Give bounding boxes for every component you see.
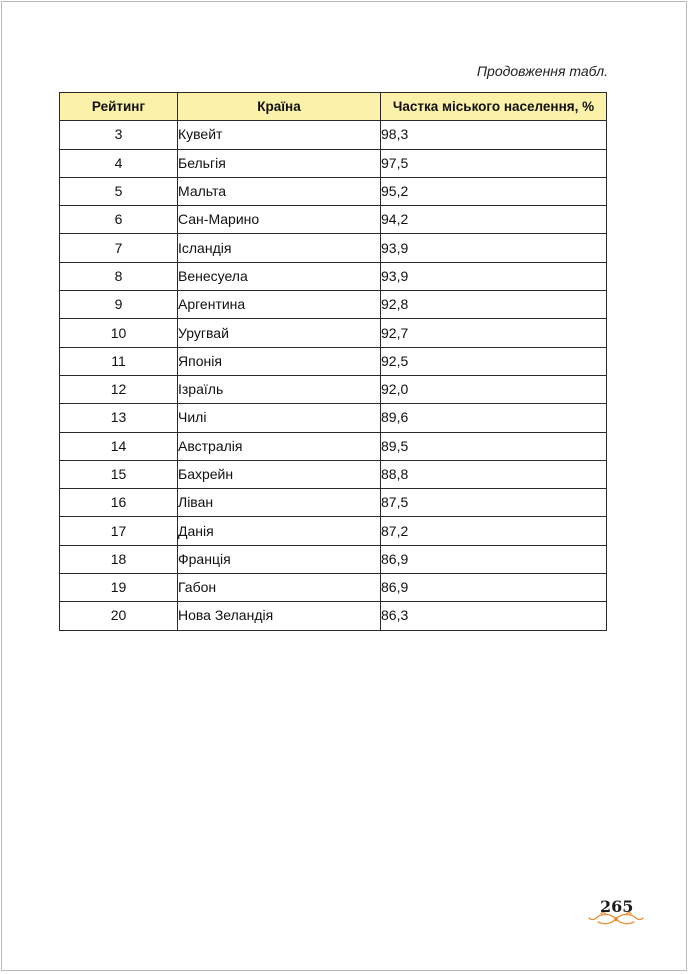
cell-country: Данія: [178, 517, 381, 545]
cell-rank: 11: [60, 347, 178, 375]
cell-rank: 7: [60, 234, 178, 262]
cell-share: 86,3: [381, 602, 607, 630]
cell-rank: 15: [60, 460, 178, 488]
cell-share: 86,9: [381, 545, 607, 573]
table-header-row: [60, 93, 607, 121]
cell-rank: 10: [60, 319, 178, 347]
table-row: [60, 121, 607, 149]
cell-share: 94,2: [381, 206, 607, 234]
table-row: [60, 149, 607, 177]
cell-country: Габон: [178, 574, 381, 602]
cell-country: Чилі: [178, 404, 381, 432]
cell-country: Венесуела: [178, 262, 381, 290]
cell-country: Бельгія: [178, 149, 381, 177]
cell-share: 92,7: [381, 319, 607, 347]
cell-rank: 12: [60, 375, 178, 403]
cell-country: Мальта: [178, 177, 381, 205]
cell-rank: 18: [60, 545, 178, 573]
cell-share: 92,5: [381, 347, 607, 375]
cell-share: 88,8: [381, 460, 607, 488]
cell-share: 92,0: [381, 375, 607, 403]
header-rank: Рейтинг: [60, 93, 178, 121]
cell-share: 93,9: [381, 234, 607, 262]
cell-share: 93,9: [381, 262, 607, 290]
cell-share: 86,9: [381, 574, 607, 602]
cell-share: 95,2: [381, 177, 607, 205]
table-row: [60, 545, 607, 573]
table-row: [60, 319, 607, 347]
urban-population-table: [59, 92, 607, 631]
cell-rank: 17: [60, 517, 178, 545]
cell-share: 87,2: [381, 517, 607, 545]
cell-rank: 16: [60, 489, 178, 517]
header-country: Країна: [178, 93, 381, 121]
cell-share: 89,5: [381, 432, 607, 460]
table-row: [60, 432, 607, 460]
cell-rank: 3: [60, 121, 178, 149]
cell-country: Японія: [178, 347, 381, 375]
table-row: [60, 460, 607, 488]
table-row: [60, 262, 607, 290]
cell-country: Нова Зеландія: [178, 602, 381, 630]
table-row: [60, 489, 607, 517]
table-row: [60, 206, 607, 234]
table-row: [60, 347, 607, 375]
cell-rank: 19: [60, 574, 178, 602]
cell-country: Уругвай: [178, 319, 381, 347]
table-row: [60, 602, 607, 630]
cell-country: Аргентина: [178, 291, 381, 319]
cell-country: Бахрейн: [178, 460, 381, 488]
cell-country: Кувейт: [178, 121, 381, 149]
floral-ornament-icon: [586, 911, 646, 927]
cell-share: 98,3: [381, 121, 607, 149]
cell-country: Ліван: [178, 489, 381, 517]
cell-country: Ісландія: [178, 234, 381, 262]
table-row: [60, 177, 607, 205]
table-row: [60, 517, 607, 545]
cell-share: 92,8: [381, 291, 607, 319]
cell-rank: 5: [60, 177, 178, 205]
cell-country: Франція: [178, 545, 381, 573]
cell-rank: 8: [60, 262, 178, 290]
cell-rank: 14: [60, 432, 178, 460]
table-row: [60, 291, 607, 319]
continuation-note: Продовження табл.: [476, 63, 608, 79]
cell-share: 89,6: [381, 404, 607, 432]
table-body: [60, 121, 607, 630]
cell-rank: 20: [60, 602, 178, 630]
page-number: 265: [600, 897, 634, 916]
cell-country: Ізраїль: [178, 375, 381, 403]
table-row: [60, 574, 607, 602]
cell-share: 97,5: [381, 149, 607, 177]
cell-country: Сан-Марино: [178, 206, 381, 234]
table-row: [60, 375, 607, 403]
cell-share: 87,5: [381, 489, 607, 517]
cell-rank: 6: [60, 206, 178, 234]
header-urban-share: Частка міського населення, %: [381, 93, 607, 121]
cell-country: Австралія: [178, 432, 381, 460]
cell-rank: 4: [60, 149, 178, 177]
table-row: [60, 234, 607, 262]
cell-rank: 9: [60, 291, 178, 319]
table-row: [60, 404, 607, 432]
cell-rank: 13: [60, 404, 178, 432]
